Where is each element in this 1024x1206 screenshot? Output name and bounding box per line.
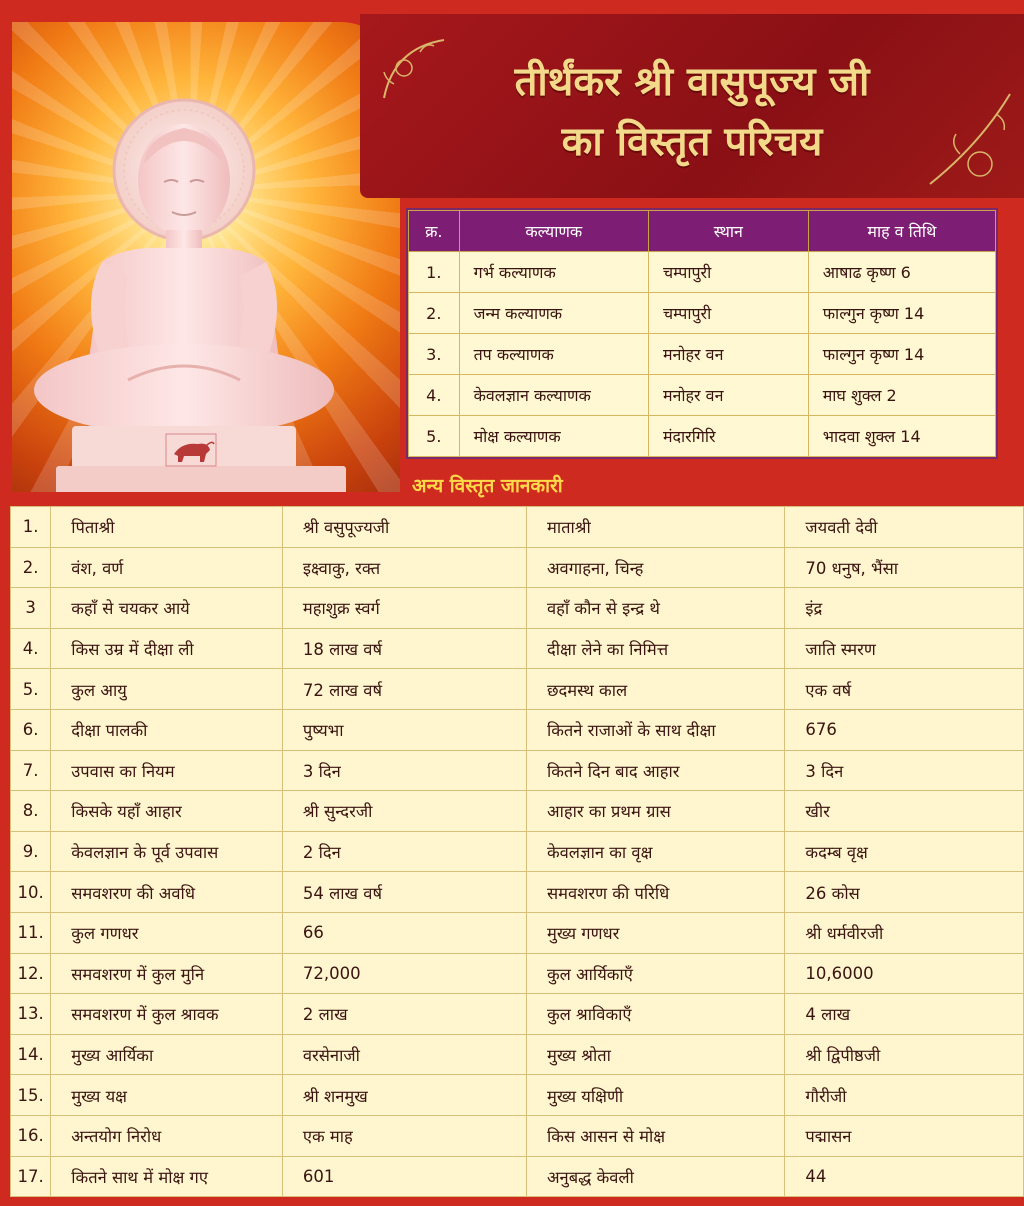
cell-serial: 3.: [409, 334, 460, 375]
cell-label: मुख्य आर्यिका: [51, 1034, 283, 1075]
cell-label: समवशरण की परिधि: [526, 872, 784, 913]
table-row: [11, 1075, 1024, 1116]
cell-label: मुख्य यक्ष: [51, 1075, 283, 1116]
cell-serial: 1.: [11, 507, 51, 548]
cell-label: कुल आयु: [51, 669, 283, 710]
cell-kalyanak: गर्भ कल्याणक: [459, 252, 648, 293]
cell-value: एक वर्ष: [785, 669, 1024, 710]
cell-value: 2 लाख: [282, 994, 526, 1035]
header-date: माह व तिथि: [808, 211, 995, 252]
cell-label: कितने दिन बाद आहार: [526, 750, 784, 791]
cell-label: कितने राजाओं के साथ दीक्षा: [526, 709, 784, 750]
details-heading: अन्य विस्तृत जानकारी: [412, 475, 563, 497]
cell-serial: 12.: [11, 953, 51, 994]
header-kalyanak: कल्याणक: [459, 211, 648, 252]
cell-value: 66: [282, 912, 526, 953]
table-row: [11, 750, 1024, 791]
kalyanak-table-header: [409, 211, 996, 252]
cell-value: 601: [282, 1156, 526, 1197]
cell-label: केवलज्ञान का वृक्ष: [526, 831, 784, 872]
cell-serial: 3: [11, 588, 51, 629]
table-row: [409, 416, 996, 457]
cell-label: केवलज्ञान के पूर्व उपवास: [51, 831, 283, 872]
cell-label: किसके यहाँ आहार: [51, 791, 283, 832]
table-row: [11, 791, 1024, 832]
table-row: [409, 252, 996, 293]
title-banner: [360, 14, 1024, 198]
cell-kalyanak: जन्म कल्याणक: [459, 293, 648, 334]
cell-date: भादवा शुक्ल 14: [808, 416, 995, 457]
cell-value: इक्ष्वाकु, रक्त: [282, 547, 526, 588]
cell-label: आहार का प्रथम ग्रास: [526, 791, 784, 832]
cell-label: माताश्री: [526, 507, 784, 548]
cell-label: वंश, वर्ण: [51, 547, 283, 588]
cell-label: किस आसन से मोक्ष: [526, 1115, 784, 1156]
cell-label: कुल गणधर: [51, 912, 283, 953]
table-row: [11, 1156, 1024, 1197]
cell-value: 44: [785, 1156, 1024, 1197]
cell-label: मुख्य श्रोता: [526, 1034, 784, 1075]
cell-value: जाति स्मरण: [785, 628, 1024, 669]
cell-kalyanak: तप कल्याणक: [459, 334, 648, 375]
cell-label: समवशरण की अवधि: [51, 872, 283, 913]
cell-place: मंदारगिरि: [648, 416, 808, 457]
cell-label: मुख्य यक्षिणी: [526, 1075, 784, 1116]
cell-serial: 8.: [11, 791, 51, 832]
cell-serial: 13.: [11, 994, 51, 1035]
cell-serial: 14.: [11, 1034, 51, 1075]
cell-date: फाल्गुन कृष्ण 14: [808, 334, 995, 375]
cell-value: 72 लाख वर्ष: [282, 669, 526, 710]
table-row: [11, 507, 1024, 548]
cell-serial: 7.: [11, 750, 51, 791]
statue-image: [32, 62, 372, 492]
table-row: [11, 709, 1024, 750]
cell-value: 3 दिन: [282, 750, 526, 791]
cell-value: 10,6000: [785, 953, 1024, 994]
table-row: [11, 1034, 1024, 1075]
cell-value: श्री सुन्दरजी: [282, 791, 526, 832]
cell-label: छदमस्थ काल: [526, 669, 784, 710]
kalyanak-table: [408, 210, 996, 457]
cell-value: 4 लाख: [785, 994, 1024, 1035]
cell-label: कहाँ से चयकर आये: [51, 588, 283, 629]
cell-label: कुल आर्यिकाएँ: [526, 953, 784, 994]
cell-value: वरसेनाजी: [282, 1034, 526, 1075]
table-row: [11, 628, 1024, 669]
cell-place: चम्पापुरी: [648, 293, 808, 334]
cell-serial: 17.: [11, 1156, 51, 1197]
cell-value: महाशुक्र स्वर्ग: [282, 588, 526, 629]
table-row: [11, 1115, 1024, 1156]
cell-value: श्री धर्मवीरजी: [785, 912, 1024, 953]
cell-value: 70 धनुष, भैंसा: [785, 547, 1024, 588]
table-row: [11, 831, 1024, 872]
cell-value: 2 दिन: [282, 831, 526, 872]
cell-serial: 4.: [409, 375, 460, 416]
cell-value: श्री शनमुख: [282, 1075, 526, 1116]
cell-label: अनुबद्ध केवली: [526, 1156, 784, 1197]
cell-place: मनोहर वन: [648, 375, 808, 416]
page-title-line-1: तीर्थंकर श्री वासुपूज्य जी: [514, 58, 870, 105]
cell-serial: 2.: [11, 547, 51, 588]
cell-place: मनोहर वन: [648, 334, 808, 375]
cell-label: अवगाहना, चिन्ह: [526, 547, 784, 588]
cell-value: पुष्यभा: [282, 709, 526, 750]
table-row: [409, 375, 996, 416]
header-place: स्थान: [648, 211, 808, 252]
cell-serial: 4.: [11, 628, 51, 669]
cell-label: पिताश्री: [51, 507, 283, 548]
table-row: [409, 293, 996, 334]
table-row: [11, 912, 1024, 953]
table-row: [11, 588, 1024, 629]
header-serial: क्र.: [409, 211, 460, 252]
cell-label: समवशरण में कुल श्रावक: [51, 994, 283, 1035]
cell-serial: 9.: [11, 831, 51, 872]
cell-label: कितने साथ में मोक्ष गए: [51, 1156, 283, 1197]
cell-value: 54 लाख वर्ष: [282, 872, 526, 913]
table-row: [11, 953, 1024, 994]
details-table: [10, 506, 1024, 1197]
table-row: [409, 334, 996, 375]
table-row: [11, 994, 1024, 1035]
cell-label: दीक्षा पालकी: [51, 709, 283, 750]
cell-serial: 1.: [409, 252, 460, 293]
cell-label: उपवास का नियम: [51, 750, 283, 791]
cell-label: दीक्षा लेने का निमित्त: [526, 628, 784, 669]
cell-serial: 16.: [11, 1115, 51, 1156]
table-row: [11, 872, 1024, 913]
cell-value: 26 कोस: [785, 872, 1024, 913]
cell-label: मुख्य गणधर: [526, 912, 784, 953]
cell-place: चम्पापुरी: [648, 252, 808, 293]
cell-serial: 5.: [11, 669, 51, 710]
page-title-line-2: का विस्तृत परिचय: [561, 118, 823, 165]
cell-value: एक माह: [282, 1115, 526, 1156]
cell-value: 676: [785, 709, 1024, 750]
table-row: [11, 547, 1024, 588]
cell-label: समवशरण में कुल मुनि: [51, 953, 283, 994]
cell-value: श्री वसुपूज्यजी: [282, 507, 526, 548]
cell-date: फाल्गुन कृष्ण 14: [808, 293, 995, 334]
cell-value: इंद्र: [785, 588, 1024, 629]
cell-value: श्री द्विपीष्ठजी: [785, 1034, 1024, 1075]
cell-label: कुल श्राविकाएँ: [526, 994, 784, 1035]
cell-serial: 15.: [11, 1075, 51, 1116]
cell-value: 72,000: [282, 953, 526, 994]
cell-value: खीर: [785, 791, 1024, 832]
cell-serial: 2.: [409, 293, 460, 334]
cell-date: आषाढ कृष्ण 6: [808, 252, 995, 293]
cell-kalyanak: मोक्ष कल्याणक: [459, 416, 648, 457]
cell-value: 3 दिन: [785, 750, 1024, 791]
cell-label: किस उम्र में दीक्षा ली: [51, 628, 283, 669]
cell-value: गौरीजी: [785, 1075, 1024, 1116]
cell-kalyanak: केवलज्ञान कल्याणक: [459, 375, 648, 416]
cell-serial: 11.: [11, 912, 51, 953]
cell-label: वहाँ कौन से इन्द्र थे: [526, 588, 784, 629]
hero-image-panel: [12, 22, 400, 492]
cell-serial: 10.: [11, 872, 51, 913]
cell-value: पद्मासन: [785, 1115, 1024, 1156]
cell-value: कदम्ब वृक्ष: [785, 831, 1024, 872]
table-row: [11, 669, 1024, 710]
cell-value: 18 लाख वर्ष: [282, 628, 526, 669]
cell-value: जयवती देवी: [785, 507, 1024, 548]
cell-date: माघ शुक्ल 2: [808, 375, 995, 416]
cell-serial: 6.: [11, 709, 51, 750]
cell-label: अन्तयोग निरोध: [51, 1115, 283, 1156]
cell-serial: 5.: [409, 416, 460, 457]
